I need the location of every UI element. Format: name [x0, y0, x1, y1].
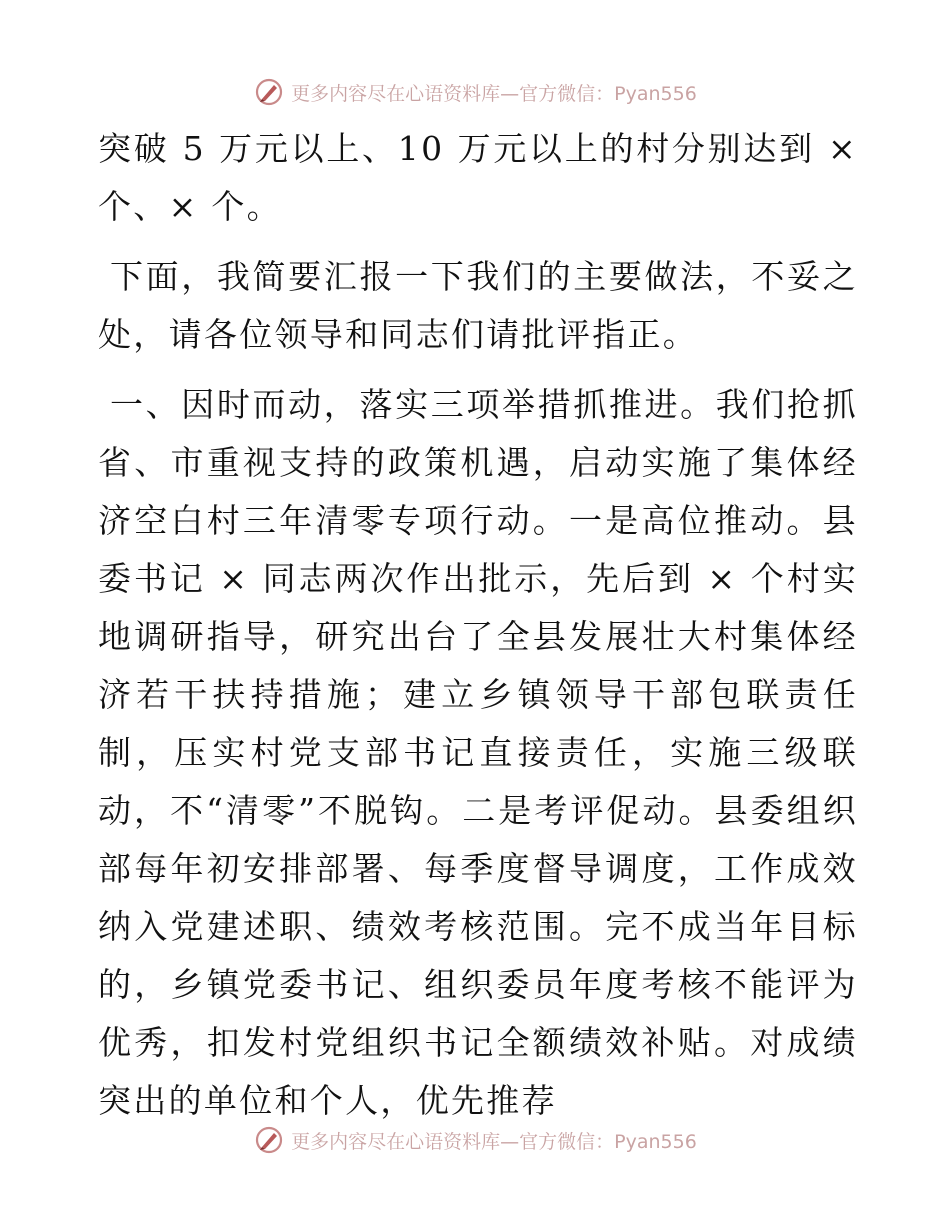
header-banner: [0, 72, 950, 112]
document-body: [98, 120, 858, 1142]
pen-quill-logo-icon: [253, 76, 285, 108]
paragraph-2: 下面，我简要汇报一下我们的主要做法，不妥之处，请各位领导和同志们请批评指正。: [98, 257, 858, 354]
paragraph-3: 一、因时而动，落实三项举措抓推进。我们抢抓省、市重视支持的政策机遇，启动实施了集体经济空白村三年清零专项行动。一是高位推动。县委书记 × 同志两次作出批示，先后到 × 个村实地调研指导，研究出台了全县发展壮大村集体经济若干扶持措施；建立乡镇领导干部包联责任制，压实村党支部书记直接责任，实施三级联动，不“清零”不脱钩。二是考评促动。县委组织部每年初安排部署、每季度督导调度，工作成效纳入党建述职、绩效考核范围。完不成当年目标的，乡镇党委书记、组织委员年度考核不能评为优秀，扣发村党组织书记全额绩效补贴。对成绩突出的单位和个人，优先推荐: [98, 385, 858, 1120]
footer-banner-text: 更多内容尽在心语资料库—官方微信：Pyan556: [291, 1130, 697, 1153]
header-banner-text: 更多内容尽在心语资料库—官方微信：Pyan556: [291, 82, 697, 105]
pen-quill-logo-icon: [253, 1124, 285, 1156]
footer-banner: [0, 1120, 950, 1160]
paragraph-1: 突破 5 万元以上、10 万元以上的村分别达到 × 个、× 个。: [98, 129, 858, 226]
